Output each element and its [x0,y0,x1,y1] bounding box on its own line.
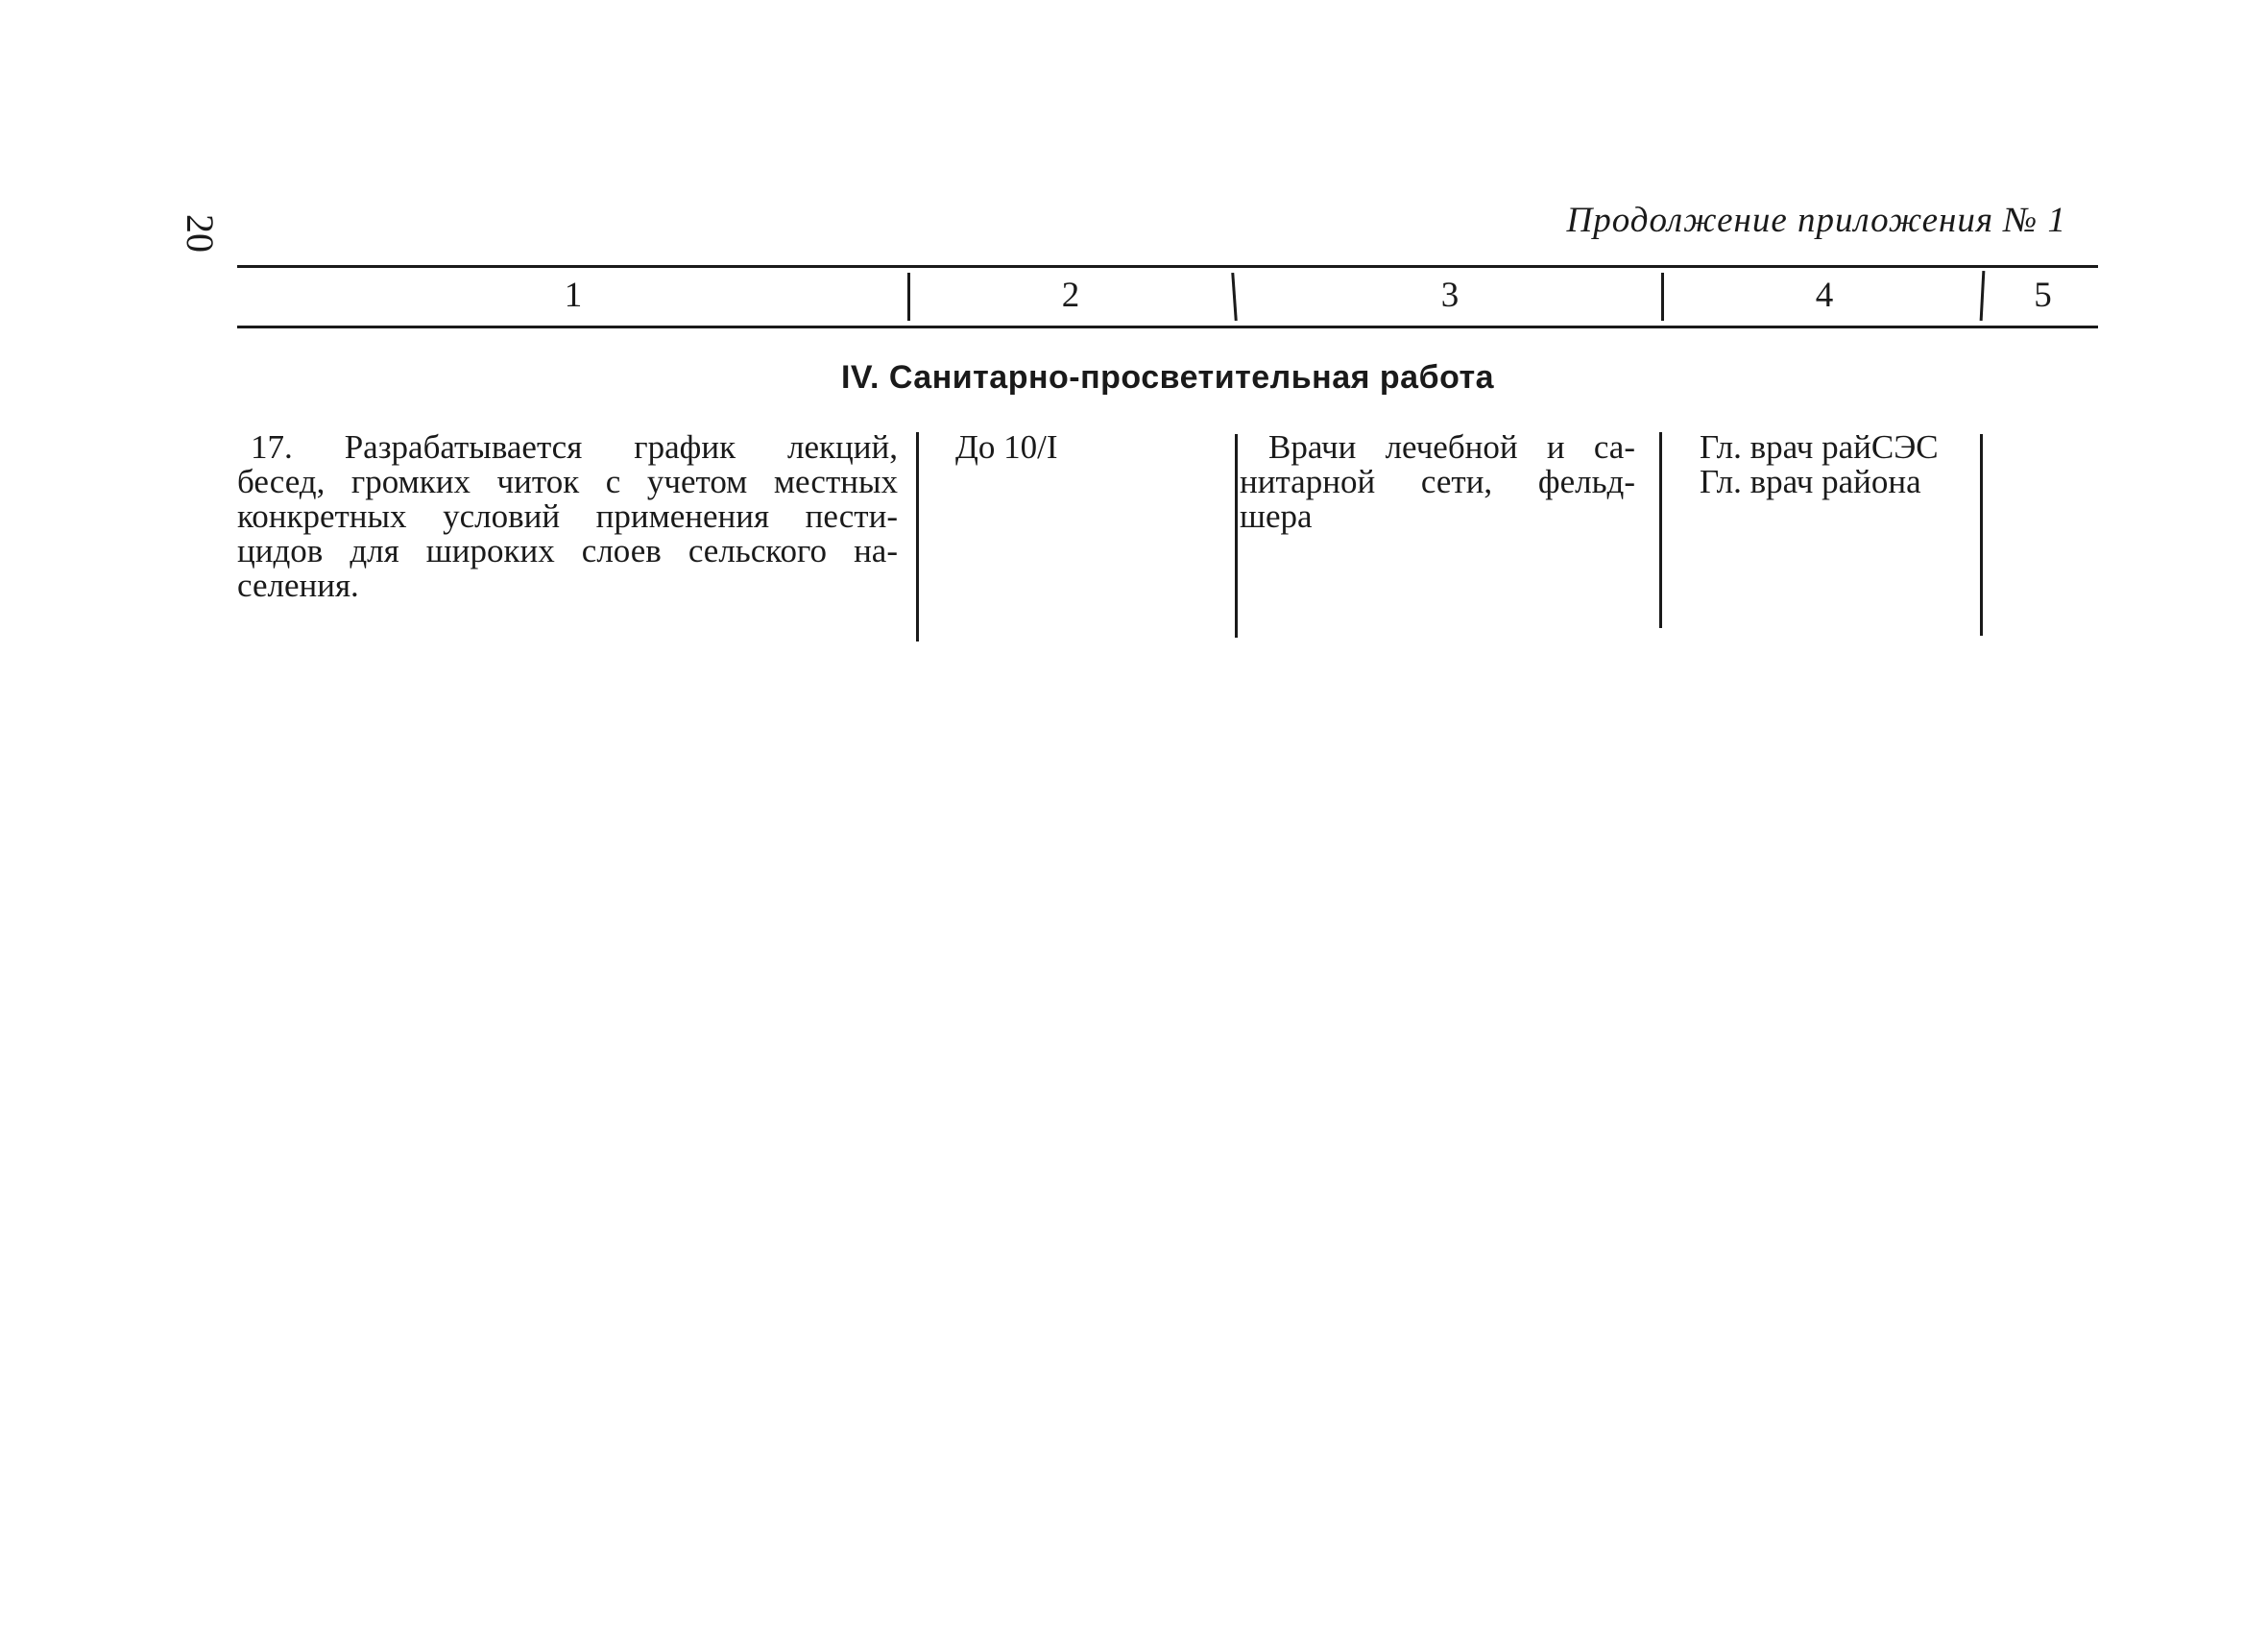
row-deadline: До 10/I [955,428,1058,466]
responsible-line: Гл. врач района [1700,463,1921,500]
section-title: IV. Санитарно-просветительная работа [840,359,1495,396]
continuation-caption: Продолжение приложения № 1 [1566,201,2066,240]
description-line: конкретных условий применения пести- [237,497,898,535]
column-number-4: 4 [1815,276,1834,315]
row-executors [1240,430,1635,534]
header-rule-bottom [237,326,2098,328]
executors-line: шера [1240,497,1313,535]
header-rule-top [237,265,2098,268]
executors-line: Врачи лечебной и са- [1268,428,1635,466]
row-description [237,430,898,603]
column-number-5: 5 [2034,276,2052,315]
row-responsible [1700,430,1988,499]
description-line: бесед, громких читок с учетом местных [237,463,898,500]
column-number-3: 3 [1440,276,1460,315]
body-separator-1 [916,432,919,641]
page-number: 20 [179,214,222,253]
column-number-1: 1 [564,276,583,315]
header-separator-1 [907,273,910,321]
description-line: 17. Разрабатывается график лекций, [251,428,898,466]
body-separator-2 [1235,434,1238,638]
header-separator-3 [1661,273,1664,321]
header-separator-2 [1231,273,1237,321]
body-separator-3 [1659,432,1662,628]
column-number-2: 2 [1061,276,1080,315]
description-line: селения. [237,567,359,604]
responsible-line: Гл. врач райСЭС [1700,428,1939,466]
executors-line: нитарной сети, фельд- [1240,463,1635,500]
description-line: цидов для широких слоев сельского на- [237,532,898,569]
